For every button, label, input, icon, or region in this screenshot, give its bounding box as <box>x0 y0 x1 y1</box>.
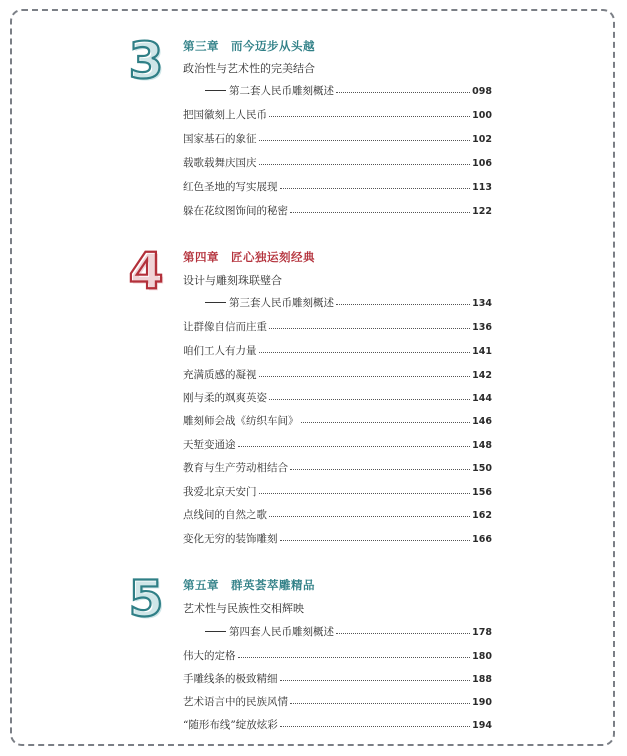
page-number: 142 <box>472 370 492 381</box>
toc-entry[interactable]: 艺术语言中的民族风情 190 <box>183 696 492 708</box>
toc-entry[interactable]: 伟大的定格 180 <box>183 650 492 662</box>
toc-entry[interactable]: 雕刻师会战《纺织车间》 146 <box>183 415 492 427</box>
dash-mark <box>205 631 226 632</box>
chapter-number: 5 <box>128 570 164 628</box>
page-number: 150 <box>472 463 492 474</box>
page-number: 190 <box>472 697 492 708</box>
page-number: 146 <box>472 416 492 427</box>
toc-entry[interactable]: 咱们工人有力量 141 <box>183 345 492 357</box>
page-number: 148 <box>472 440 492 451</box>
toc-entry[interactable]: 充满质感的凝视 142 <box>183 369 492 381</box>
page-number: 136 <box>472 322 492 333</box>
page-number: 162 <box>472 510 492 521</box>
page-number: 188 <box>472 674 492 685</box>
page-number: 122 <box>472 206 492 217</box>
page-number: 144 <box>472 393 492 404</box>
toc-entry[interactable]: 手雕线条的极致精细 188 <box>183 673 492 685</box>
page-number: 106 <box>472 158 492 169</box>
chapter-title: 第四章 匠心独运刻经典 <box>183 250 315 264</box>
page-number: 178 <box>472 627 492 638</box>
toc-entry[interactable]: 红色圣地的写实展现 113 <box>183 181 492 193</box>
toc-entry[interactable]: 让群像自信而庄重 136 <box>183 321 492 333</box>
chapter-subtitle: 艺术性与民族性交相辉映 <box>183 602 304 615</box>
toc-entry[interactable]: 把国徽刻上人民币 100 <box>183 109 492 121</box>
page-number: 098 <box>472 86 492 97</box>
toc-entry[interactable]: 变化无穷的装饰雕刻 166 <box>183 533 492 545</box>
page-number: 113 <box>472 182 492 193</box>
page-number: 102 <box>472 134 492 145</box>
chapter-subtitle: 政治性与艺术性的完美结合 <box>183 62 315 75</box>
toc-entry[interactable]: 教育与生产劳动相结合 150 <box>183 462 492 474</box>
toc-entry-overview[interactable]: 第二套人民币雕刻概述 098 <box>205 83 492 99</box>
page-number: 141 <box>472 346 492 357</box>
page-number: 134 <box>472 298 492 309</box>
toc-entry[interactable]: 载歌载舞庆国庆 106 <box>183 157 492 169</box>
toc-entry[interactable]: 天堑变通途 148 <box>183 439 492 451</box>
dash-mark <box>205 302 226 303</box>
toc-entry[interactable]: 刚与柔的飒爽英姿 144 <box>183 392 492 404</box>
toc-entry[interactable]: “随形布线”绽放炫彩 194 <box>183 719 492 731</box>
toc-entry-overview[interactable]: 第三套人民币雕刻概述 134 <box>205 295 492 311</box>
chapter-title: 第五章 群英荟萃雕精品 <box>183 578 315 592</box>
chapter-title: 第三章 而今迈步从头越 <box>183 39 315 53</box>
toc-entry[interactable]: 躲在花纹图饰间的秘密 122 <box>183 205 492 217</box>
page-number: 180 <box>472 651 492 662</box>
chapter-number: 4 <box>128 242 164 300</box>
dash-mark <box>205 90 226 91</box>
chapter-subtitle: 设计与雕刻珠联璧合 <box>183 274 282 287</box>
page-number: 194 <box>472 720 492 731</box>
page-number: 100 <box>472 110 492 121</box>
toc-entry-overview[interactable]: 第四套人民币雕刻概述 178 <box>205 624 492 640</box>
page-number: 166 <box>472 534 492 545</box>
toc-entry[interactable]: 国家基石的象征 102 <box>183 133 492 145</box>
toc-entry[interactable]: 点线间的自然之歌 162 <box>183 509 492 521</box>
toc-entry[interactable]: 我爱北京天安门 156 <box>183 486 492 498</box>
page-number: 156 <box>472 487 492 498</box>
chapter-number: 3 <box>128 32 164 90</box>
